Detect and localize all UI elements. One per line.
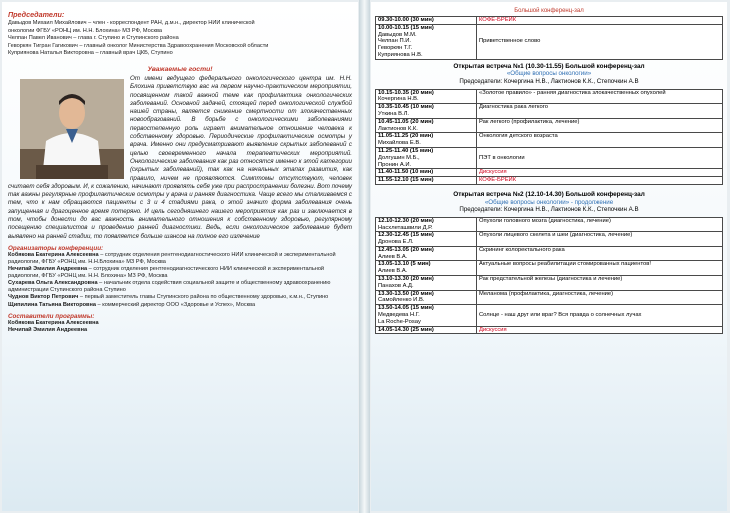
booklet-fold (359, 0, 370, 513)
schedule-row (376, 232, 723, 247)
schedule-time-cell (376, 276, 477, 291)
schedule-topic: КОФЕ-БРЕЙК (477, 17, 723, 25)
schedule-time: 12.10-12.30 (20 мин) (378, 217, 434, 224)
schedule-time-cell (376, 217, 477, 232)
speaker-name: Медведева Н.Г. (378, 312, 420, 319)
chair-line: Геворкян Тигран Гагикович – главный онколог Министерства Здравоохранения Московской области (8, 42, 269, 49)
speaker-name: Долгушин М.Б., (378, 154, 420, 161)
organizer-name: Чуднов Виктор Петрович (8, 294, 79, 301)
schedule-time: 11.40-11.50 (10 мин) (378, 169, 434, 176)
organizer-name: Кобякова Екатерина Алексеевна (8, 251, 99, 258)
schedule-row (376, 276, 723, 291)
schedule-row (376, 147, 723, 168)
doctor-photo-illustration (20, 79, 124, 179)
organizer-name: Сухарева Ольга Александровна (8, 280, 98, 287)
schedule-topic: «Золотое правило» - ранняя диагностика злокачественных опухолей (477, 89, 723, 104)
schedule-time-cell (376, 305, 477, 326)
meeting-2-title: Открытая встреча №2 (12.10-14.30) Большой конференц-зал (453, 190, 645, 198)
organizers-title: Организаторы конференции: (8, 244, 104, 252)
meeting-1-chairs: Председатели: Кочергина Н.В., Лактионов К.К., Степочкин А.В (459, 77, 639, 85)
speaker-name: Геворкян Т.Г. (378, 45, 413, 52)
schedule-time: 13.10-13.30 (20 мин) (378, 276, 434, 283)
schedule-topic: Дискуссия (477, 326, 723, 334)
speaker-name: Лактионов К.К. (378, 125, 418, 132)
organizer-name: Нечипай Эмилия Андреевна (8, 266, 88, 273)
schedule-row (376, 290, 723, 305)
speaker-name: Челпан П.И. (378, 38, 412, 45)
organizer-name: Щипилина Татьяна Викторовна (8, 301, 96, 308)
hall-title: Большой конференц-зал (514, 8, 584, 14)
speaker-name: Михайлова Е.В. (378, 140, 421, 147)
schedule-time: 13.05-13.10 (5 мин) (378, 261, 431, 268)
schedule-time-cell (376, 326, 477, 334)
schedule-time: 10.15-10.35 (20 мин) (378, 89, 434, 96)
schedule-time-cell (376, 133, 477, 148)
left-page (2, 2, 358, 511)
schedule-time-cell (376, 177, 477, 185)
schedule-time-cell (376, 118, 477, 133)
meeting-2-subtitle: «Общие вопросы онкологии» - продолжение (484, 198, 614, 206)
compiler-name: Кобякова Екатерина Алексеевна (8, 319, 99, 326)
organizer-item (8, 302, 352, 309)
speaker-name: Самойленко И.В. (378, 297, 425, 304)
schedule-time-cell (376, 246, 477, 261)
compilers-title: Составители программы: (8, 312, 95, 320)
speaker-name: Панахов А.Д. (378, 282, 414, 289)
schedule-time: 11.25-11.40 (15 мин) (378, 147, 434, 154)
schedule-row (376, 24, 723, 59)
schedule-time: 10.45-11.05 (20 мин) (378, 118, 434, 125)
schedule-time: 09.30-10.00 (30 мин) (378, 17, 434, 23)
schedule-topic: Опухоли головного мозга (диагностика, лечение) (477, 217, 723, 232)
schedule-topic: Солнце - наш друг или враг? Вся правда о солнечных лучах (477, 305, 723, 326)
schedule-table-3 (375, 217, 723, 335)
schedule-time-cell (376, 147, 477, 168)
chair-line: онкологии ФГБУ «РОНЦ им. Н.Н. Блохина» МЗ РФ, Москва (8, 27, 163, 34)
schedule-row (376, 217, 723, 232)
schedule-time-cell (376, 169, 477, 177)
schedule-row (376, 89, 723, 104)
organizer-item (8, 294, 352, 301)
schedule-topic: КОФЕ-БРЕЙК (477, 177, 723, 185)
chair-line: Давыдов Михаил Михайлович – член - корреспондент РАН, д.м.н., директор НИИ клинической (8, 20, 255, 26)
organizer-item (8, 280, 352, 294)
organizer-desc: – коммерческий директор ООО «Здоровье и Успех», Москва (96, 301, 256, 308)
schedule-topic: Приветственное слово (477, 24, 723, 59)
schedule-time-cell (376, 232, 477, 247)
schedule-row (376, 261, 723, 276)
meeting-2-chairs: Председатели: Кочергина Н.В., Лактионов К.К., Степочкин А.В (459, 206, 639, 214)
speaker-name: Дронова Е.Л. (378, 239, 414, 246)
speaker-name: Алиев В.А. (378, 253, 408, 260)
schedule-time-cell (376, 104, 477, 119)
schedule-row (376, 118, 723, 133)
doctor-photo (20, 79, 124, 179)
organizer-desc: – первый заместитель главы Ступинского района по общественному здоровью, к.м.н., Ступино (78, 294, 329, 301)
schedule-time: 13.50-14.05 (15 мин) (378, 305, 434, 312)
meeting-1-subtitle: «Общие вопросы онкологии» (506, 70, 592, 78)
schedule-time: 12.30-12.45 (15 мин) (378, 232, 434, 239)
schedule-topic: Дискуссия (477, 169, 723, 177)
schedule-time: 10.00-10.15 (15 мин) (378, 24, 434, 31)
schedule-topic: Онкология детского возраста (477, 133, 723, 148)
schedule-topic: Диагностика рака легкого (477, 104, 723, 119)
schedule-table-2 (375, 89, 723, 185)
organizer-desc: – сотрудник отделения рентгенодиагностического НИИ клинической и экспериментальной радиологии, ФГБУ «РОНЦ им. Н.Н.Блохина» МЗ РФ, Москва (8, 251, 336, 265)
schedule-row (376, 246, 723, 261)
schedule-time-cell (376, 89, 477, 104)
schedule-time: 11.55-12.10 (15 мин) (378, 177, 434, 184)
chairs-list (8, 20, 352, 58)
speaker-name: Давыдов М.М. (378, 31, 417, 38)
schedule-row (376, 177, 723, 185)
chair-line: Куприянова Наталья Викторовна – главный врач ЦКБ, Ступино (8, 50, 173, 57)
schedule-time-cell (376, 261, 477, 276)
schedule-table-1 (375, 16, 723, 60)
schedule-time-cell (376, 24, 477, 59)
schedule-topic: ПЭТ в онкологии (477, 147, 723, 168)
schedule-time: 11.05-11.25 (20 мин) (378, 133, 434, 140)
schedule-time: 14.05-14.30 (25 мин) (378, 326, 434, 333)
schedule-time: 12.45-13.05 (20 мин) (378, 246, 434, 253)
organizer-item (8, 252, 352, 266)
schedule-time: 10.35-10.45 (10 мин) (378, 104, 434, 111)
organizer-desc: – начальник отдела содействия социальной защите и общественному здравоохранению администрации Ступинского района Ступино (8, 280, 331, 294)
schedule-row (376, 326, 723, 334)
schedule-row (376, 17, 723, 25)
speaker-name: Алиев В.А. (378, 268, 408, 275)
compiler-name: Нечипай Эмилия Андреевна (8, 326, 88, 333)
schedule-topic: Актуальные вопросы реабилитации стомированных пациентов! (477, 261, 723, 276)
speaker-name: Куприянова Н.В. (378, 51, 423, 58)
schedule-time: 13.30-13.50 (20 мин) (378, 290, 434, 297)
schedule-time-cell (376, 17, 477, 25)
organizer-desc: – сотрудник отделения рентгенодиагностического НИИ клинической и экспериментальной радиологии, ФГБУ «РОНЦ им. Н.Н. Блохина» МЗ РФ, Москва (8, 266, 325, 280)
speaker-name: Кочергина Н.В. (378, 96, 419, 103)
meeting-1-title: Открытая встреча №1 (10.30-11.55) Большой конференц-зал (453, 62, 645, 70)
schedule-topic: Рак предстательной железы (диагностика и лечение) (477, 276, 723, 291)
schedule-topic: Рак легкого (профилактика, лечение) (477, 118, 723, 133)
speaker-name: Пронин А.И. (378, 161, 412, 168)
schedule-row (376, 133, 723, 148)
chair-line: Челпан Павел Иванович – глава г. Ступино и Ступинского района (8, 35, 179, 42)
schedule-row (376, 104, 723, 119)
schedule-topic: Скрининг колоректального рака (477, 246, 723, 261)
speaker-name: Уткина В.Л. (378, 110, 410, 117)
organizer-item (8, 266, 352, 280)
chairs-title: Председатели: (8, 10, 65, 19)
schedule-time-cell (376, 290, 477, 305)
letter-text: От имени ведущего федерального онкологического центра им. Н.Н. Блохина приветствую вас на первом научно-практическом мероприятии, посвященном такой важной теме как профилактика онкологических заболеваний. Основной задачей, стоящей перед онкологической службой нашей страны, является снижение смертности от злокачественных новообразований. В борьбе с онкологическими заболеваниями первостепенную роль играет внимательное отношение человека к собственному здоровью. Периодические профилактические осмотры у врача. Именно они предусматривают выявление скрытых заболеваний с целью своевременного начала терапевтических мероприятий. Онкологические заболевания как раз относятся именно к этой категории (скрытых заболеваний), так как на начальных этапах развития, как правило, ничем не проявляются. Симптомы отсутствуют, человек считает себя здоровым. И, к сожалению, начинают проявлять себя уже при распространении болезни. Вот почему так важны регулярные профилактические осмотры у врача и ранняя диагностика. Чаще всего мы сталкиваемся с тем, что к нам обращаются пациенты с 3 и 4 стадиями рака, о этой значит форма заболевания очень запущенная и драгоценное время потеряно. И цель сегодняшнего нашего мероприятия как раз и заключается в том, чтобы донести до вас важность внимательного отношения к собственному здоровью, регулярному посещению специалистов и проведению ранней диагностики. Ведь, если онкологическое заболевание будет выявлено на ранней стадии, то появляется больше шансов на полное его излечение (8, 74, 352, 240)
schedule-row (376, 169, 723, 177)
schedule-topic: Меланома (профилактика, диагностика, лечение) (477, 290, 723, 305)
greeting: Уважаемые гости! (147, 65, 213, 73)
welcome-letter (8, 75, 352, 241)
speaker-name: La Roche-Posay (378, 318, 421, 325)
speaker-name: Насхлеташвили Д.Р. (378, 224, 433, 231)
schedule-row (376, 305, 723, 326)
right-page (371, 2, 727, 511)
schedule-topic: Опухоли лицевого скелета и шеи (диагностика, лечение) (477, 232, 723, 247)
